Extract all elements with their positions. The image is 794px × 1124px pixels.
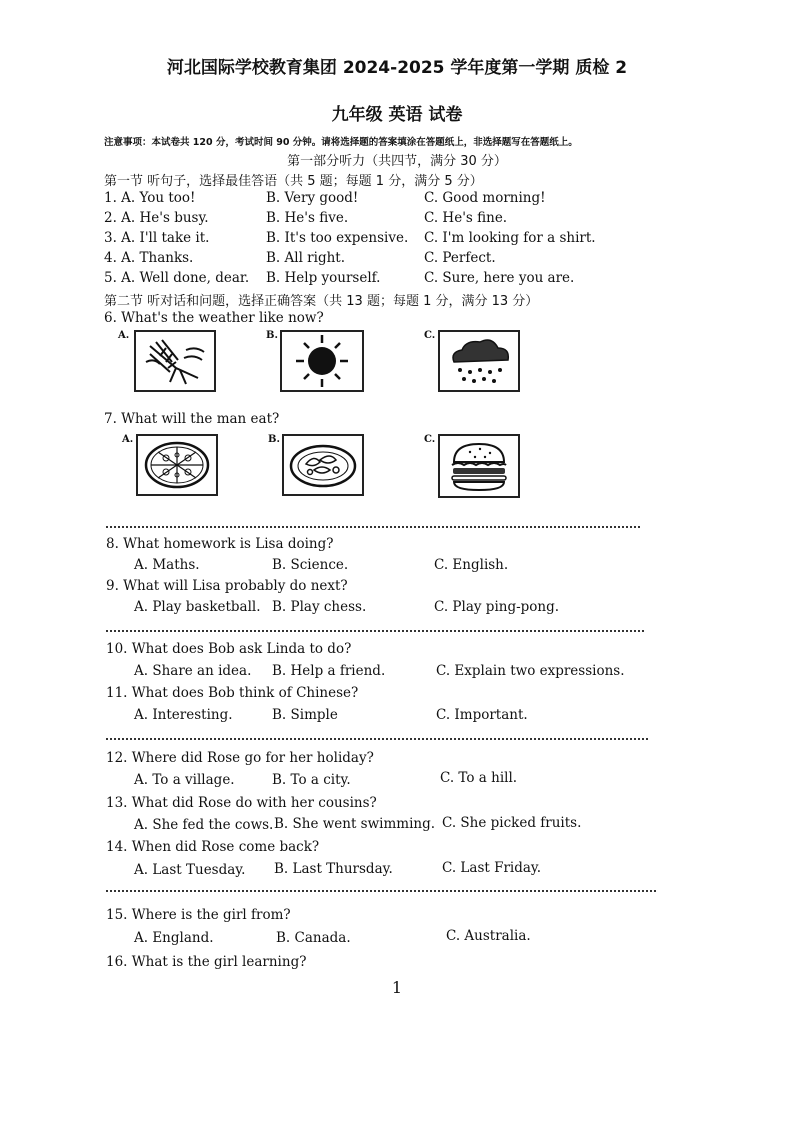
section1-heading: 第一节 听句子，选择最佳答语（共 5 题；每题 1 分，满分 5 分） xyxy=(104,174,483,189)
q7-letter-c: C. xyxy=(424,434,436,445)
q2-option-c: C. He's fine. xyxy=(424,210,508,226)
q4-option-b: B. All right. xyxy=(266,250,346,266)
q12-option-a: A. To a village. xyxy=(134,772,235,788)
q3-option-a: 3. A. I'll take it. xyxy=(104,230,210,246)
divider-line xyxy=(106,738,648,740)
q9-question: 9. What will Lisa probably do next? xyxy=(106,578,348,594)
q1-option-a: 1. A. You too! xyxy=(104,190,196,206)
q12-option-c: C. To a hill. xyxy=(440,770,518,786)
q1-option-c: C. Good morning! xyxy=(424,190,546,206)
q6-letter-c: C. xyxy=(424,330,436,341)
q12-option-b: B. To a city. xyxy=(272,772,351,788)
hamburger-icon xyxy=(438,434,520,498)
q4-option-a: 4. A. Thanks. xyxy=(104,250,194,266)
q10-question: 10. What does Bob ask Linda to do? xyxy=(106,641,352,657)
q15-option-a: A. England. xyxy=(134,930,214,946)
q3-option-c: C. I'm looking for a shirt. xyxy=(424,230,596,246)
q1-option-b: B. Very good! xyxy=(266,190,359,206)
q7-question: 7. What will the man eat? xyxy=(104,411,280,427)
q13-question: 13. What did Rose do with her cousins? xyxy=(106,795,377,811)
divider-line xyxy=(106,526,640,528)
q14-option-b: B. Last Thursday. xyxy=(274,861,393,877)
divider-line xyxy=(106,630,644,632)
q8-option-c: C. English. xyxy=(434,557,509,573)
rainy-icon xyxy=(438,330,520,392)
q12-question: 12. Where did Rose go for her holiday? xyxy=(106,750,374,766)
q5-option-c: C. Sure, here you are. xyxy=(424,270,575,286)
q7-letter-a: A. xyxy=(122,434,134,445)
q6-letter-a: A. xyxy=(118,330,130,341)
q14-option-c: C. Last Friday. xyxy=(442,860,542,876)
q5-option-b: B. Help yourself. xyxy=(266,270,381,286)
q14-option-a: A. Last Tuesday. xyxy=(134,862,246,878)
q9-option-c: C. Play ping-pong. xyxy=(434,599,560,615)
q16-question: 16. What is the girl learning? xyxy=(106,954,307,970)
q5-option-a: 5. A. Well done, dear. xyxy=(104,270,250,286)
q14-question: 14. When did Rose come back? xyxy=(106,839,320,855)
q8-option-a: A. Maths. xyxy=(134,557,200,573)
salad-icon xyxy=(282,434,364,496)
q13-option-c: C. She picked fruits. xyxy=(442,815,582,831)
windy-icon xyxy=(134,330,216,392)
q2-option-b: B. He's five. xyxy=(266,210,349,226)
q9-option-b: B. Play chess. xyxy=(272,599,367,615)
q13-option-a: A. She fed the cows. xyxy=(134,817,274,833)
q15-option-c: C. Australia. xyxy=(446,928,531,944)
q10-option-b: B. Help a friend. xyxy=(272,663,386,679)
q11-option-b: B. Simple xyxy=(272,707,338,723)
exam-title: 河北国际学校教育集团 2024-2025 学年度第一学期 质检 2 xyxy=(166,58,628,78)
q2-option-a: 2. A. He's busy. xyxy=(104,210,209,226)
sunny-icon xyxy=(280,330,364,392)
q11-option-a: A. Interesting. xyxy=(134,707,233,723)
q3-option-b: B. It's too expensive. xyxy=(266,230,409,246)
section2-heading: 第二节 听对话和问题，选择正确答案（共 13 题；每题 1 分，满分 13 分） xyxy=(104,294,539,309)
exam-subtitle: 九年级 英语 试卷 xyxy=(331,105,463,125)
q8-question: 8. What homework is Lisa doing? xyxy=(106,536,334,552)
q13-option-b: B. She went swimming. xyxy=(274,816,436,832)
q10-option-c: C. Explain two expressions. xyxy=(436,663,625,679)
q11-option-c: C. Important. xyxy=(436,707,528,723)
page-number: 1 xyxy=(391,978,403,997)
part-title: 第一部分听力（共四节，满分 30 分） xyxy=(287,154,507,169)
q9-option-a: A. Play basketball. xyxy=(134,599,261,615)
pizza-icon xyxy=(136,434,218,496)
q6-letter-b: B. xyxy=(266,330,278,341)
q15-option-b: B. Canada. xyxy=(276,930,351,946)
q11-question: 11. What does Bob think of Chinese? xyxy=(106,685,359,701)
q4-option-c: C. Perfect. xyxy=(424,250,496,266)
q10-option-a: A. Share an idea. xyxy=(134,663,252,679)
divider-line xyxy=(106,890,656,892)
exam-notice: 注意事项：本试卷共 120 分，考试时间 90 分钟。请将选择题的答案填涂在答题纸上，非选择题写在答题纸上。 xyxy=(104,137,578,148)
q6-question: 6. What's the weather like now? xyxy=(104,310,324,326)
q15-question: 15. Where is the girl from? xyxy=(106,907,291,923)
q7-letter-b: B. xyxy=(268,434,280,445)
q8-option-b: B. Science. xyxy=(272,557,349,573)
